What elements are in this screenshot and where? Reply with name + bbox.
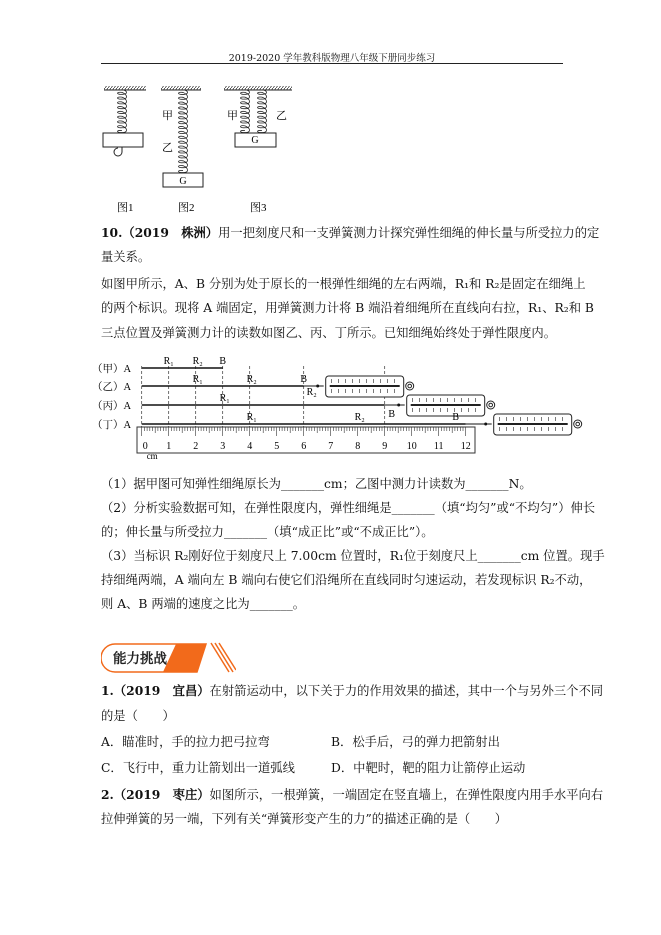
q10-text: 用一把刻度尺和一支弹簧测力计探究弹性细绳的伸长量与所受拉力的定: [218, 226, 600, 240]
q10-number: 10.（2019 株洲）: [101, 225, 219, 240]
q1-line-2: 的是（ ）: [101, 709, 175, 723]
spring-label-yi: 乙: [276, 110, 287, 122]
weight-label: G: [251, 135, 259, 146]
spring-scale-icon: [326, 376, 414, 397]
ruler-tick-label: 4: [247, 441, 253, 452]
row-label: （甲）A: [92, 364, 132, 375]
q2-line-1: [101, 787, 604, 803]
marker-b: B: [452, 412, 460, 423]
ruler-tick-label: 3: [220, 441, 226, 452]
ruler-tick-label: 1: [166, 441, 172, 452]
q1-option-a[interactable]: A．瞄准时，手的拉力把弓拉弯: [101, 735, 270, 749]
caption-fig1: 图1: [117, 202, 134, 214]
q10-sub-5: 持细绳两端，A 端向左 B 端向右使它们沿绳所在直线同时匀速运动，若发现标识 R₂不动，: [101, 573, 592, 587]
section-title: 能力挑战: [113, 651, 167, 666]
marker-r2: R₂: [354, 412, 365, 423]
marker-r2: R₂: [246, 374, 257, 385]
q1-option-c[interactable]: C．飞行中，重力让箭划出一道弧线: [101, 761, 295, 775]
row-label: （丙）A: [92, 401, 132, 412]
marker-b: B: [388, 409, 396, 420]
marker-b: B: [219, 356, 227, 367]
q10-sub-6: 则 A、B 两端的速度之比为_______。: [101, 597, 306, 611]
ruler-unit: cm: [146, 451, 158, 461]
q1-option-b[interactable]: B．松手后，弓的弹力把箭射出: [331, 735, 500, 749]
marker-r2: R₂: [306, 387, 317, 398]
marker-r1: R₁: [163, 356, 174, 367]
row-label: （丁）A: [92, 420, 132, 431]
ruler-tick-label: 2: [193, 441, 199, 452]
hook: [397, 404, 400, 407]
ruler-tick-label: 0: [142, 441, 148, 452]
spring-label-jia: 甲: [162, 110, 173, 122]
caption-fig2: 图2: [178, 202, 195, 214]
section-badge: [101, 642, 236, 674]
marker-r2: R₂: [192, 356, 203, 367]
page-header-title: 2019-2020 学年教科版物理八年级下册同步练习: [228, 53, 436, 64]
ruler-tick-label: 7: [328, 441, 334, 452]
caption-fig3: 图3: [250, 202, 267, 214]
marker-b: B: [300, 374, 308, 385]
ruler-tick-label: 8: [355, 441, 361, 452]
q2-line-2: 拉伸弹簧的另一端，下列有关“弹簧形变产生的力”的描述正确的是（ ）: [101, 812, 508, 826]
ruler-tick-label: 11: [433, 441, 444, 452]
spring-label-yi: 乙: [162, 142, 173, 154]
q10-line-5: 三点位置及弹簧测力计的读数如图乙、丙、丁所示。已知细绳始终处于弹性限度内。: [101, 326, 556, 340]
marker-r1: R₁: [192, 374, 203, 385]
spring-scale-icon: [407, 395, 495, 416]
ruler-tick-label: 9: [382, 441, 388, 452]
ruler-tick-label: 5: [274, 441, 280, 452]
q10-sub-3: 的；伸长量与所受拉力_______（填“成正比”或“不成正比”）。: [101, 525, 434, 539]
q1-option-d[interactable]: D．中靶时，靶的阻力让箭停止运动: [331, 761, 526, 775]
ruler-tick-label: 10: [406, 441, 417, 452]
weight-label: G: [179, 176, 187, 187]
q2-text: 如图所示，一根弹簧，一端固定在竖直墙上，在弹性限度内用手水平向右: [209, 788, 604, 802]
q2-number: 2.（2019 枣庄）: [101, 787, 210, 802]
q10-sub-1: （1）据甲图可知弹性细绳原长为_______cm；乙图中测力计读数为_______N。: [101, 477, 532, 491]
q10-sub-2: （2）分析实验数据可知，在弹性限度内，弹性细绳是_______（填“均匀”或“不均匀”）伸长: [101, 501, 596, 515]
q1-text: 在射箭运动中，以下关于力的作用效果的描述，其中一个与另外三个不同: [209, 684, 604, 698]
q10-line-4: 的两个标识。现将 A 端固定，用弹簧测力计将 B 端沿着细绳所在直线向右拉，R₁、R₂和 B: [101, 301, 594, 315]
marker-r1: R₁: [246, 412, 257, 423]
hook: [484, 423, 487, 426]
q1-line-1: [101, 683, 604, 699]
q10-line-3: 如图甲所示，A、B 分别为处于原长的一根弹性细绳的左右两端，R₁和 R₂是固定在细绳上: [101, 277, 586, 291]
q1-number: 1.（2019 宜昌）: [101, 683, 210, 698]
ruler-tick-label: 6: [301, 441, 307, 452]
row-label: （乙）A: [92, 382, 132, 393]
q10-sub-4: （3）当标识 R₂刚好位于刻度尺上 7.00cm 位置时，R₁位于刻度尺上_______cm 位置。现手: [101, 549, 605, 563]
ruler-tick-label: 12: [460, 441, 471, 452]
q10-line-2: 量关系。: [101, 250, 151, 264]
spring-label-jia: 甲: [227, 110, 238, 122]
spring-scale-icon: [494, 414, 582, 435]
marker-r1: R₁: [219, 393, 230, 404]
